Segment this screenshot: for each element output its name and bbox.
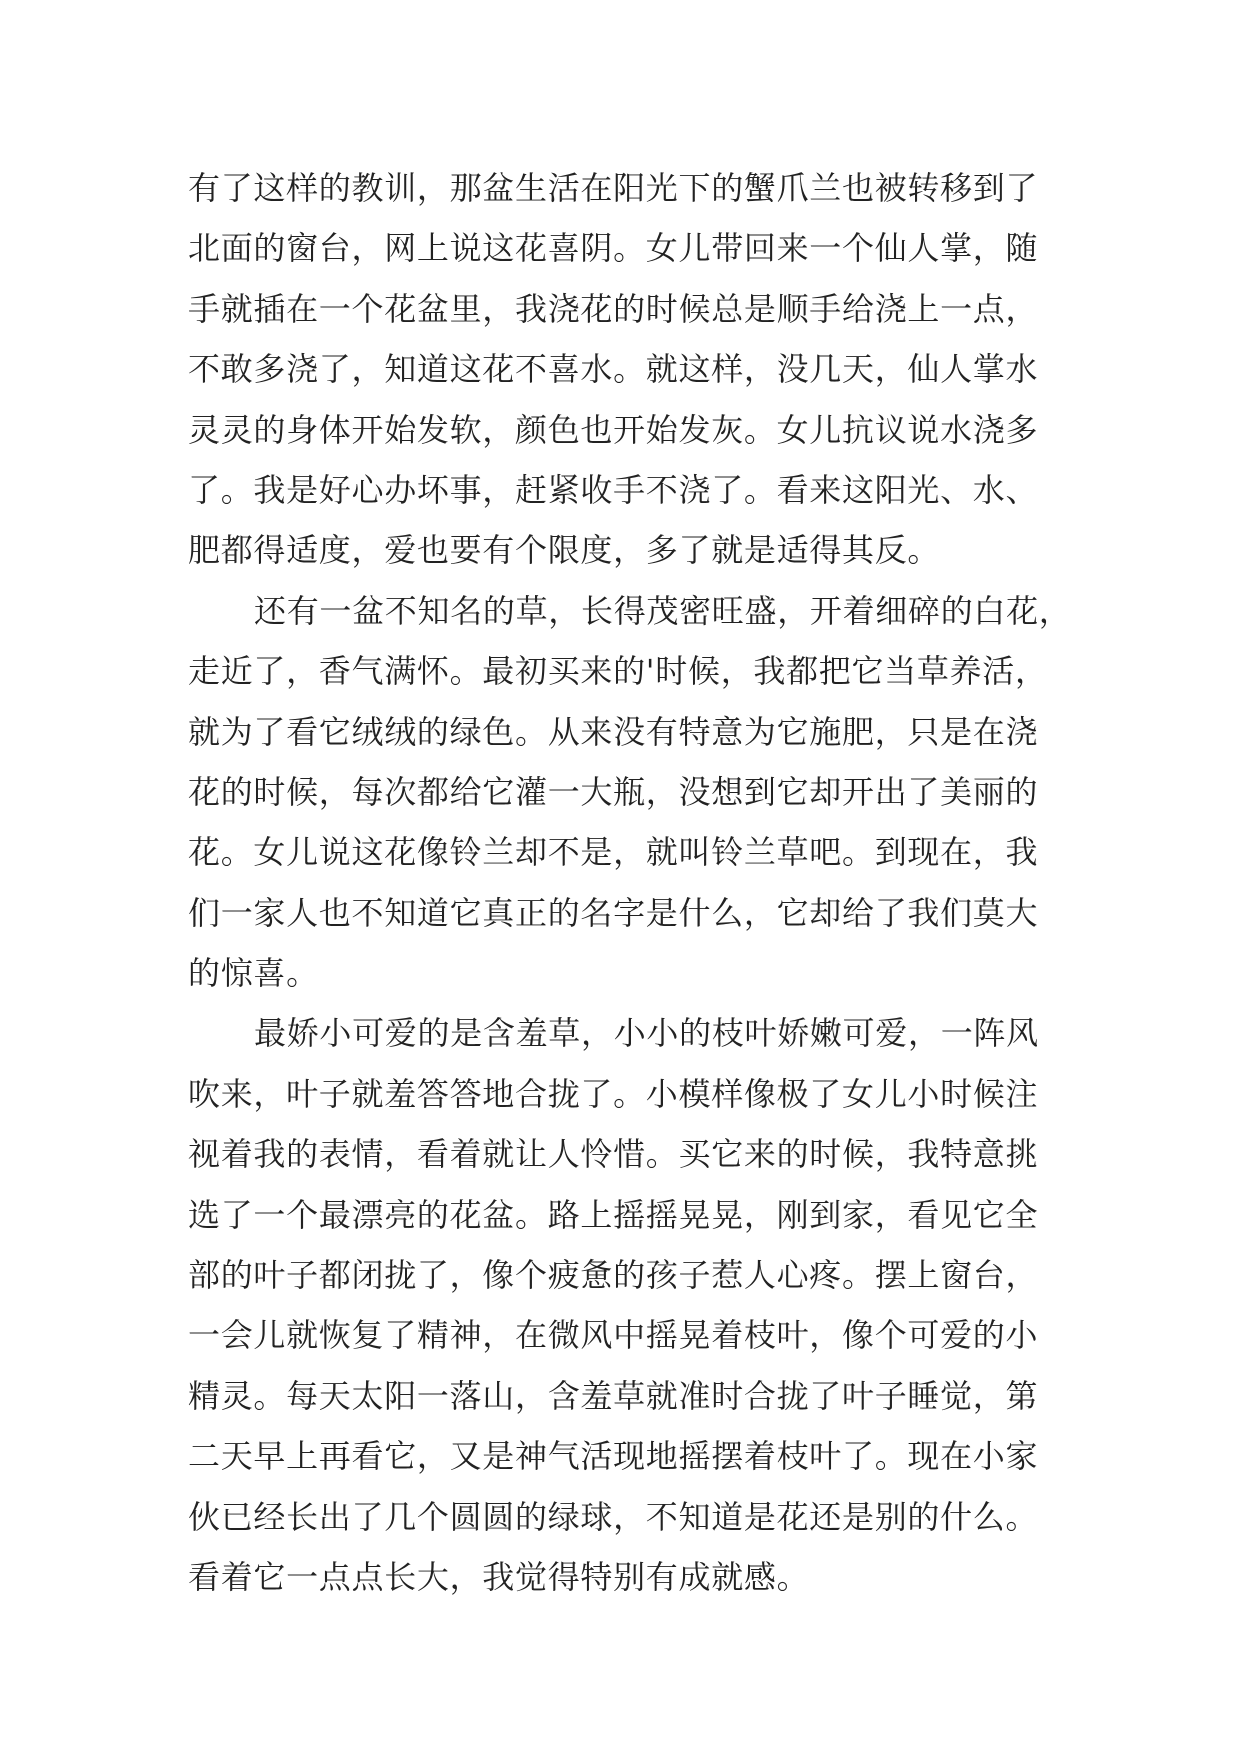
paragraph-2	[188, 581, 1072, 1004]
text-line: 吹来，叶子就羞答答地合拢了。小模样像极了女儿小时候注	[188, 1074, 1039, 1113]
text-line: 精灵。每天太阳一落山，含羞草就准时合拢了叶子睡觉，第	[188, 1376, 1039, 1415]
text-line: 手就插在一个花盆里，我浇花的时候总是顺手给浇上一点，	[188, 289, 1039, 328]
text-line: 北面的窗台，网上说这花喜阴。女儿带回来一个仙人掌，随	[188, 229, 1039, 268]
text-line: 们一家人也不知道它真正的名字是什么，它却给了我们莫大	[188, 893, 1039, 932]
text-line: 伙已经长出了几个圆圆的绿球，不知道是花还是别的什么。	[188, 1497, 1039, 1536]
text-line: 肥都得适度，爱也要有个限度，多了就是适得其反。	[188, 531, 941, 570]
text-line: 视着我的表情，看着就让人怜惜。买它来的时候，我特意挑	[188, 1135, 1039, 1174]
text-line: 还有一盆不知名的草，长得茂密旺盛，开着细碎的白花，	[254, 591, 1072, 630]
text-line: 花的时候，每次都给它灌一大瓶，没想到它却开出了美丽的	[188, 772, 1039, 811]
paragraph-1	[188, 158, 1068, 581]
text-line: 就为了看它绒绒的绿色。从来没有特意为它施肥，只是在浇	[188, 712, 1039, 751]
text-line: 有了这样的教训，那盆生活在阳光下的蟹爪兰也被转移到了	[188, 169, 1039, 207]
text-line: 了。我是好心办坏事，赶紧收手不浇了。看来这阳光、水、	[188, 470, 1039, 509]
text-line: 最娇小可爱的是含羞草，小小的枝叶娇嫩可爱，一阵风	[254, 1014, 1039, 1053]
text-line: 选了一个最漂亮的花盆。路上摇摇晃晃，刚到家，看见它全	[188, 1195, 1039, 1234]
text-line: 一会儿就恢复了精神，在微风中摇晃着枝叶，像个可爱的小	[188, 1316, 1039, 1355]
document-body	[188, 158, 1072, 1607]
text-line: 走近了，香气满怀。最初买来的'时候，我都把它当草养活，	[188, 652, 1048, 691]
text-line: 灵灵的身体开始发软，颜色也开始发灰。女儿抗议说水浇多	[188, 410, 1039, 449]
text-line: 部的叶子都闭拢了，像个疲惫的孩子惹人心疼。摆上窗台，	[188, 1256, 1039, 1295]
paragraph-3	[188, 1003, 1068, 1607]
text-line: 的惊喜。	[188, 954, 319, 993]
text-line: 花。女儿说这花像铃兰却不是，就叫铃兰草吧。到现在，我	[188, 833, 1039, 872]
text-line: 二天早上再看它，又是神气活现地摇摆着枝叶了。现在小家	[188, 1437, 1039, 1476]
text-line: 看着它一点点长大，我觉得特别有成就感。	[188, 1557, 810, 1596]
text-line: 不敢多浇了，知道这花不喜水。就这样，没几天，仙人掌水	[188, 350, 1039, 389]
